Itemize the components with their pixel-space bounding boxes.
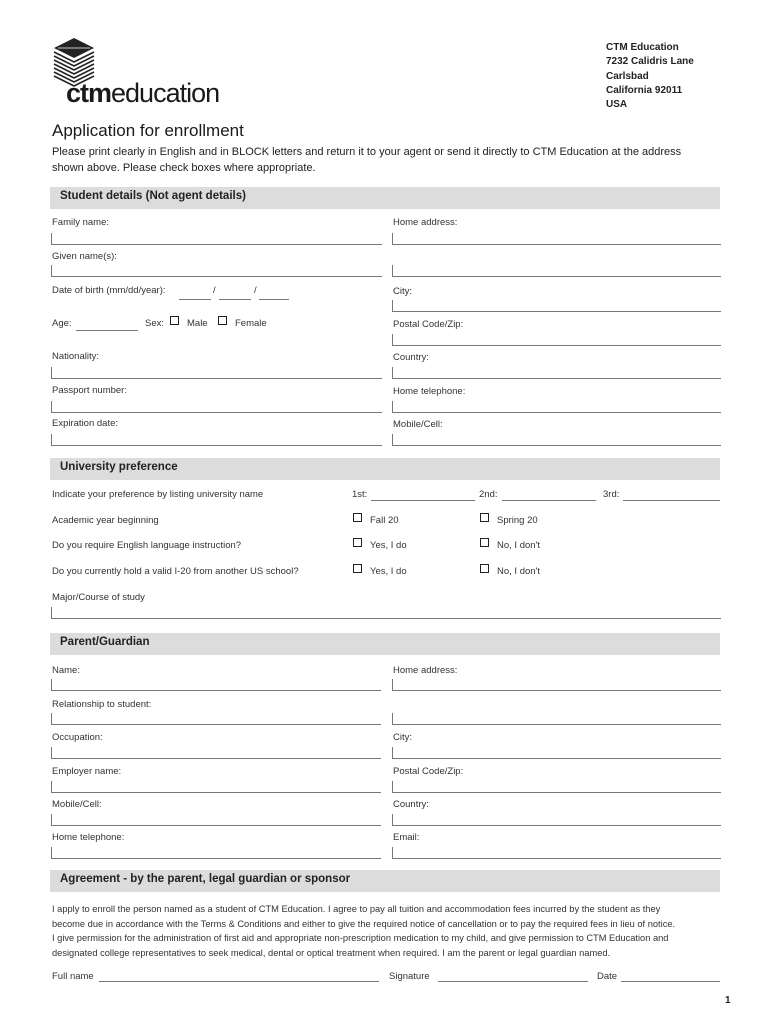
date-label: Date [597, 971, 618, 982]
third-choice-label: 3rd: [603, 489, 620, 500]
female-checkbox[interactable] [218, 316, 227, 325]
section-title: Student details (Not agent details) [60, 190, 246, 202]
page-number: 1 [725, 995, 731, 1006]
i20-yes-checkbox[interactable] [353, 564, 362, 573]
address-line: Carlsbad [606, 70, 649, 82]
given-names-field[interactable] [51, 265, 382, 277]
parent-name-label: Name: [52, 665, 80, 676]
section-header-university [50, 458, 720, 480]
relationship-field[interactable] [51, 713, 381, 725]
full-name-field[interactable] [99, 971, 379, 982]
third-choice-field[interactable] [623, 490, 720, 501]
first-choice-field[interactable] [371, 490, 475, 501]
fall-label: Fall 20 [370, 515, 399, 526]
intro-line: shown above. Please check boxes where appropriate. [52, 162, 316, 174]
english-question: Do you require English language instruction? [52, 540, 242, 551]
section-header-parent [50, 633, 720, 655]
english-no-checkbox[interactable] [480, 538, 489, 547]
english-yes-label: Yes, I do [370, 540, 407, 551]
agreement-line: I apply to enroll the person named as a student of CTM Education. I agree to pay all tuition and accommodation fees incurred by the student as they [52, 904, 661, 914]
nationality-field[interactable] [51, 367, 382, 379]
age-label: Age: [52, 318, 72, 329]
family-name-field[interactable] [51, 233, 382, 245]
home-telephone-label: Home telephone: [393, 386, 466, 397]
parent-home-address-field[interactable] [392, 679, 721, 691]
spring-label: Spring 20 [497, 515, 538, 526]
dob-year-field[interactable] [259, 289, 289, 300]
dob-slash: / [254, 285, 257, 296]
parent-city-label: City: [393, 732, 412, 743]
parent-home-telephone-field[interactable] [51, 847, 381, 859]
parent-email-field[interactable] [392, 847, 721, 859]
intro-line: Please print clearly in English and in BLOCK letters and return it to your agent or send it directly to CTM Education at the address [52, 146, 682, 158]
dob-label: Date of birth (mm/dd/year): [52, 285, 166, 296]
dob-day-field[interactable] [219, 289, 251, 300]
mobile-label: Mobile/Cell: [393, 419, 443, 430]
male-checkbox[interactable] [170, 316, 179, 325]
section-title: University preference [60, 461, 178, 473]
page-title: Application for enrollment [52, 121, 244, 140]
logo [50, 36, 240, 108]
country-field[interactable] [392, 367, 721, 379]
i20-no-checkbox[interactable] [480, 564, 489, 573]
spring-checkbox[interactable] [480, 513, 489, 522]
academic-year-question: Academic year beginning [52, 515, 159, 526]
second-choice-field[interactable] [502, 490, 596, 501]
expiration-label: Expiration date: [52, 418, 119, 429]
family-name-label: Family name: [52, 217, 110, 228]
fall-checkbox[interactable] [353, 513, 362, 522]
relationship-label: Relationship to student: [52, 699, 152, 710]
section-title: Agreement - by the parent, legal guardian or sponsor [60, 873, 351, 885]
first-choice-label: 1st: [352, 489, 368, 500]
section-header-agreement [50, 870, 720, 892]
nationality-label: Nationality: [52, 351, 99, 362]
signature-field[interactable] [438, 971, 588, 982]
agreement-text [52, 902, 724, 960]
occupation-label: Occupation: [52, 732, 103, 743]
parent-email-label: Email: [393, 832, 420, 843]
section-header-student [50, 187, 720, 209]
major-field[interactable] [51, 607, 721, 619]
home-address-field[interactable] [392, 233, 721, 245]
parent-home-address-field-2[interactable] [392, 713, 721, 725]
intro-text [52, 144, 732, 176]
mobile-field[interactable] [392, 434, 721, 446]
full-name-label: Full name [52, 971, 94, 982]
male-label: Male [187, 318, 208, 329]
agreement-line: I give permission for the administration of first aid and appropriate non-prescription medication to my child, and give permission to CTM Education and [52, 933, 669, 943]
major-label: Major/Course of study [52, 592, 145, 603]
address-line: California 92011 [606, 84, 683, 96]
agreement-line: designated college representatives to seek medical, dental or optical treatment when required. I am the parent or legal guardian named. [52, 947, 611, 958]
parent-country-field[interactable] [392, 814, 721, 826]
parent-name-field[interactable] [51, 679, 381, 691]
agreement-line: become due in accordance with the Terms & Conditions and either to give the required notice of cancellation or to pay the required fees in lieu of notice. [52, 918, 676, 929]
parent-city-field[interactable] [392, 747, 721, 759]
expiration-field[interactable] [51, 434, 382, 446]
i20-no-label: No, I don't [497, 566, 541, 577]
section-title: Parent/Guardian [60, 636, 150, 648]
address-line: CTM Education [606, 42, 679, 53]
postal-field[interactable] [392, 334, 721, 346]
passport-label: Passport number: [52, 385, 127, 396]
company-address [606, 41, 694, 112]
parent-postal-label: Postal Code/Zip: [393, 766, 464, 777]
dob-slash: / [213, 285, 216, 296]
home-address-field-2[interactable] [392, 265, 721, 277]
home-address-label: Home address: [393, 217, 458, 228]
employer-field[interactable] [51, 781, 381, 793]
parent-mobile-label: Mobile/Cell: [52, 799, 102, 810]
parent-home-telephone-label: Home telephone: [52, 832, 125, 843]
parent-home-address-label: Home address: [393, 665, 458, 676]
address-line: USA [606, 99, 628, 111]
second-choice-label: 2nd: [479, 489, 498, 500]
dob-month-field[interactable] [179, 289, 211, 300]
employer-label: Employer name: [52, 766, 122, 777]
preference-question: Indicate your preference by listing university name [52, 489, 264, 500]
signature-label: Signature [389, 971, 430, 982]
parent-mobile-field[interactable] [51, 814, 381, 826]
sex-label: Sex: [145, 318, 165, 329]
i20-yes-label: Yes, I do [370, 566, 407, 577]
city-label: City: [393, 286, 412, 297]
home-telephone-field[interactable] [392, 401, 721, 413]
age-field[interactable] [76, 320, 138, 331]
date-field[interactable] [621, 971, 720, 982]
passport-field[interactable] [51, 401, 382, 413]
city-field[interactable] [392, 300, 721, 312]
logo-brand-light: education [111, 78, 220, 108]
parent-postal-field[interactable] [392, 781, 721, 793]
female-label: Female [235, 318, 267, 329]
parent-country-label: Country: [393, 799, 429, 810]
given-names-label: Given name(s): [52, 251, 117, 262]
country-label: Country: [393, 352, 429, 363]
english-yes-checkbox[interactable] [353, 538, 362, 547]
occupation-field[interactable] [51, 747, 381, 759]
i20-question: Do you currently hold a valid I-20 from another US school? [52, 566, 299, 577]
postal-label: Postal Code/Zip: [393, 319, 464, 330]
address-line: 7232 Calidris Lane [606, 56, 694, 68]
logo-brand-bold: ctm [66, 78, 112, 108]
english-no-label: No, I don't [497, 540, 541, 551]
